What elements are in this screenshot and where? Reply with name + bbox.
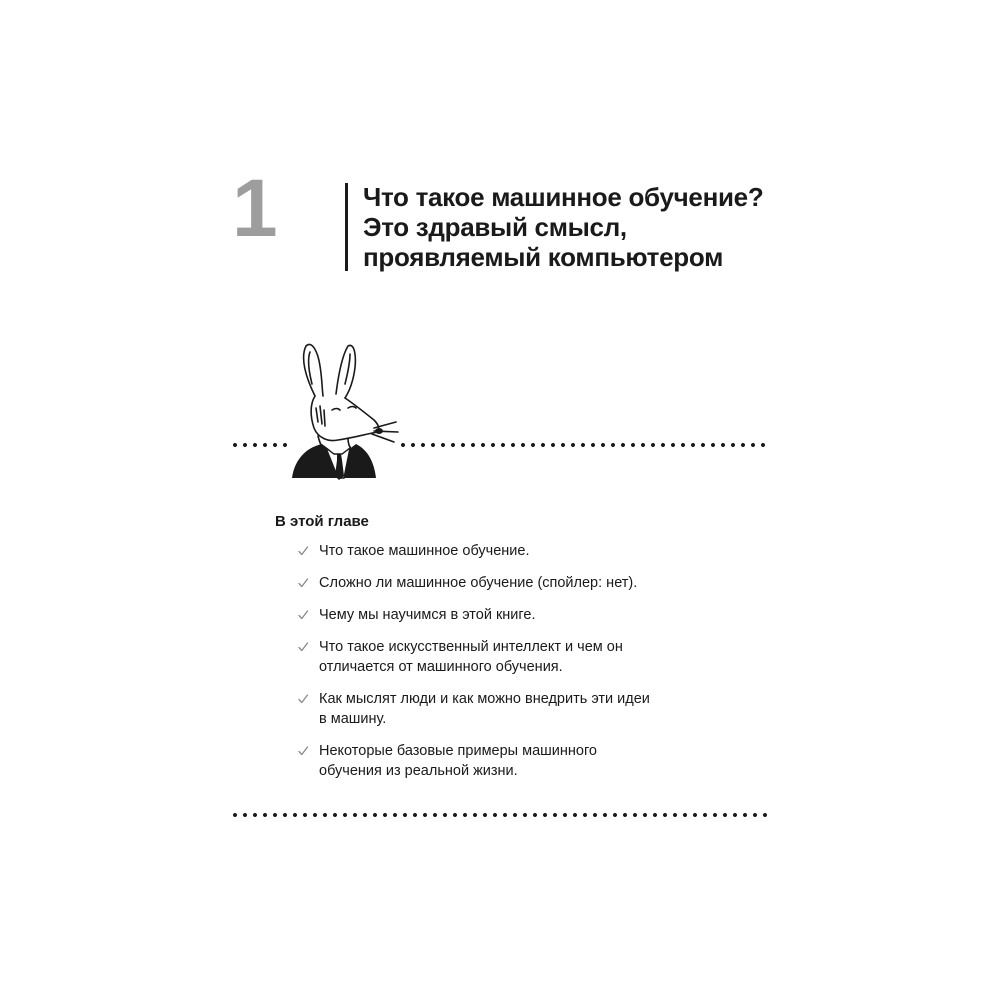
list-item-line: Что такое искусственный интеллект и чем он <box>319 639 623 655</box>
list-item-text <box>319 573 637 593</box>
dotted-divider-bottom <box>230 812 770 818</box>
check-icon <box>297 641 309 653</box>
list-item <box>297 573 757 593</box>
list-item-text <box>319 741 597 781</box>
list-item-line: Чему мы научимся в этой книге. <box>319 607 536 623</box>
list-item-line: отличается от машинного обучения. <box>319 659 563 675</box>
chapter-title-line: Это здравый смысл, <box>363 212 627 242</box>
check-icon <box>297 745 309 757</box>
list-item-text <box>319 689 650 729</box>
list-item-line: Что такое машинное обучение. <box>319 543 530 559</box>
list-item <box>297 637 757 677</box>
list-item-line: Некоторые базовые примеры машинного <box>319 743 597 759</box>
chapter-title-line: Что такое машинное обучение? <box>363 182 764 212</box>
list-item <box>297 689 757 729</box>
dotted-divider-top-left <box>230 442 290 448</box>
chapter-title-line: проявляемый компьютером <box>363 242 724 272</box>
dotted-divider-top-right <box>398 442 770 448</box>
list-item <box>297 741 757 781</box>
check-icon <box>297 545 309 557</box>
list-item-line: обучения из реальной жизни. <box>319 763 518 779</box>
list-item-text <box>319 605 535 625</box>
list-item-line: в машину. <box>319 711 387 727</box>
chapter-contents-list <box>297 541 757 781</box>
section-heading: В этой главе <box>275 513 369 530</box>
list-item-line: Как мыслят люди и как можно внедрить эти идеи <box>319 691 650 707</box>
title-divider <box>345 183 348 271</box>
check-icon <box>297 693 309 705</box>
list-item <box>297 541 757 561</box>
check-icon <box>297 609 309 621</box>
chapter-number: 1 <box>232 163 278 254</box>
list-item-line: Сложно ли машинное обучение (спойлер: нет). <box>319 575 638 591</box>
list-item <box>297 605 757 625</box>
check-icon <box>297 577 309 589</box>
mouse-in-suit-icon <box>282 338 402 483</box>
list-item-text <box>319 541 530 561</box>
chapter-title <box>363 182 763 272</box>
list-item-text <box>319 637 623 677</box>
